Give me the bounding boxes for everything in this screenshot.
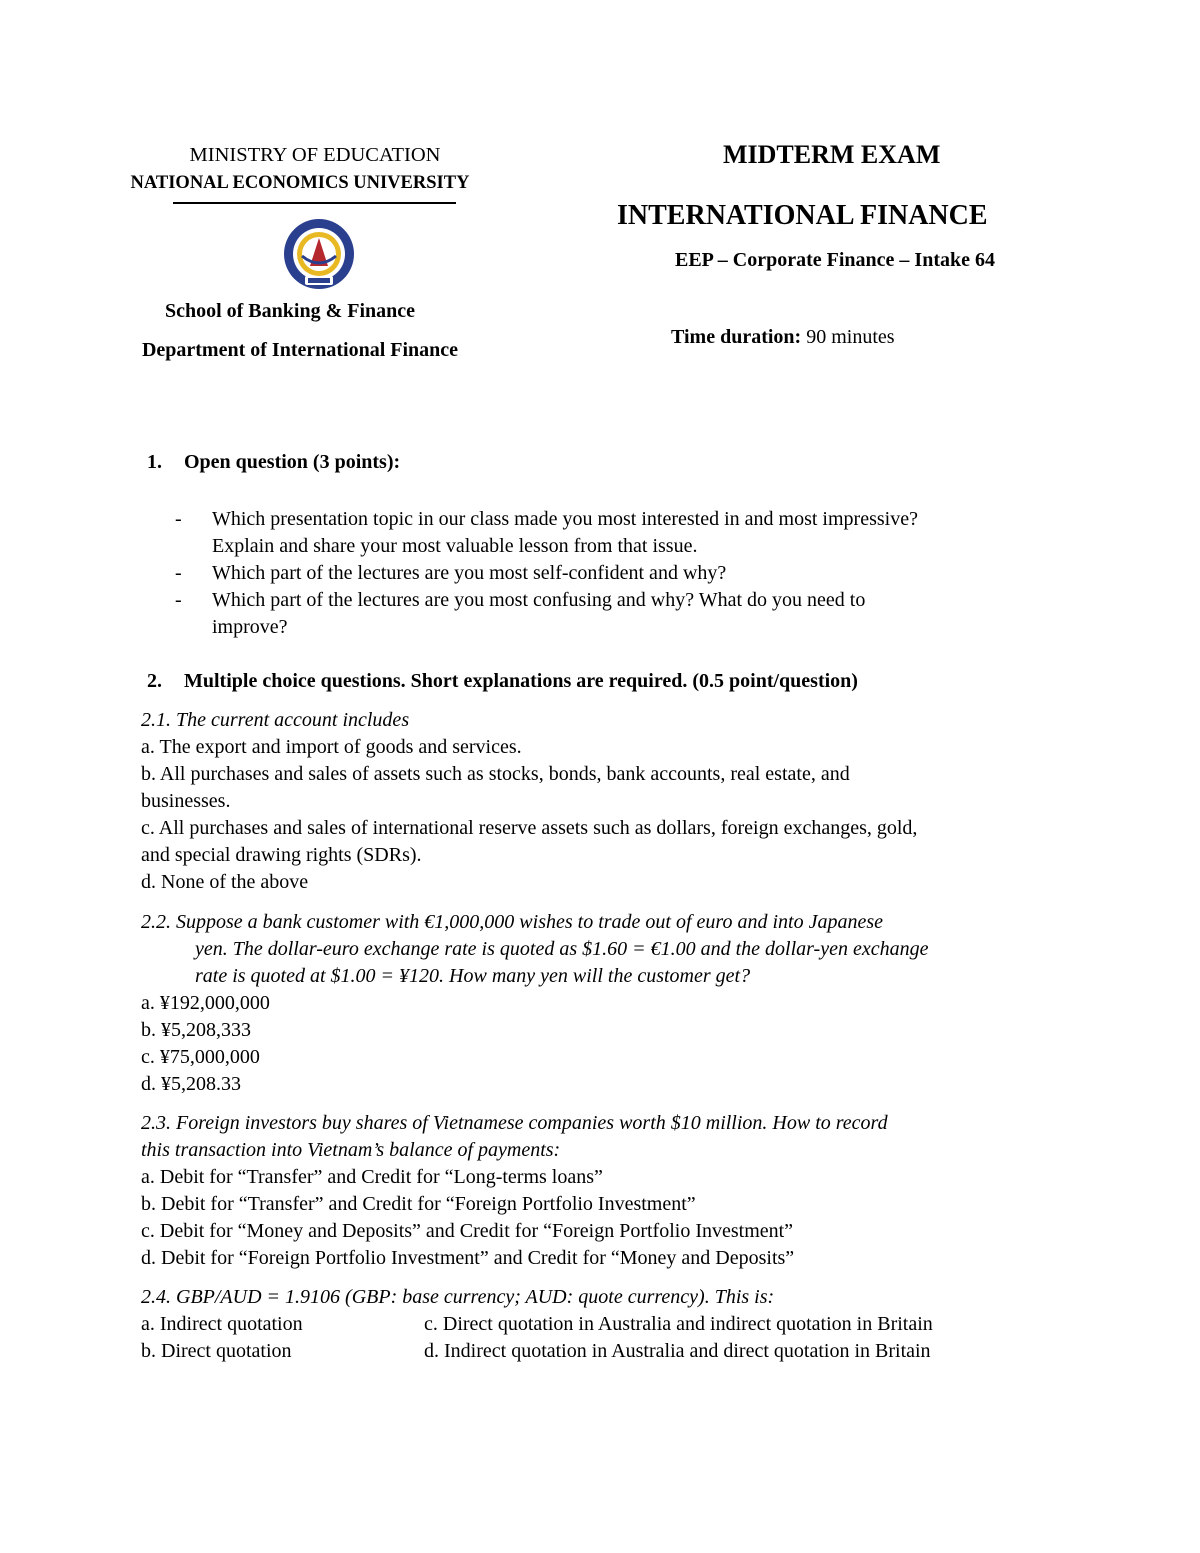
- section2-heading: [147, 670, 858, 693]
- question-stem: 2.1. The current account includes: [141, 709, 410, 731]
- answer-option: d. Debit for “Foreign Portfolio Investment” and Credit for “Money and Deposits”: [141, 1247, 795, 1269]
- answer-option-continued: businesses.: [141, 790, 231, 812]
- answer-option: a. Debit for “Transfer” and Credit for “Long-terms loans”: [141, 1166, 603, 1188]
- answer-option: b. Debit for “Transfer” and Credit for “Foreign Portfolio Investment”: [141, 1193, 696, 1215]
- university-logo: [280, 218, 358, 292]
- section2-title: Multiple choice questions. Short explanations are required. (0.5 point/question): [184, 670, 858, 692]
- section1-title: Open question (3 points):: [184, 451, 401, 473]
- answer-option: d. None of the above: [141, 871, 309, 893]
- time-duration: [671, 326, 895, 349]
- answer-option: d. Indirect quotation in Australia and direct quotation in Britain: [424, 1340, 931, 1362]
- answer-option: d. ¥5,208.33: [141, 1073, 241, 1095]
- bullet-text: Which part of the lectures are you most confusing and why? What do you need to: [212, 589, 866, 611]
- ministry-name: MINISTRY OF EDUCATION: [189, 144, 441, 166]
- header-divider: [173, 202, 456, 204]
- university-name: NATIONAL ECONOMICS UNIVERSITY: [130, 173, 470, 193]
- section1-heading: [147, 451, 400, 474]
- department-name: Department of International Finance: [141, 339, 459, 361]
- answer-option: b. All purchases and sales of assets such as stocks, bonds, bank accounts, real estate, and: [141, 763, 850, 785]
- school-name: School of Banking & Finance: [164, 300, 416, 322]
- duration-value: 90 minutes: [801, 326, 895, 348]
- section2-number: 2.: [147, 670, 162, 692]
- answer-option: c. ¥75,000,000: [141, 1046, 260, 1068]
- answer-option: a. Indirect quotation: [141, 1313, 303, 1335]
- answer-option: b. ¥5,208,333: [141, 1019, 251, 1041]
- bullet-dash: -: [175, 589, 182, 611]
- course-title: INTERNATIONAL FINANCE: [617, 200, 988, 231]
- exam-title: MIDTERM EXAM: [723, 140, 941, 169]
- answer-option: c. Debit for “Money and Deposits” and Credit for “Foreign Portfolio Investment”: [141, 1220, 794, 1242]
- answer-option: a. The export and import of goods and services.: [141, 736, 522, 758]
- program-line: EEP – Corporate Finance – Intake 64: [675, 249, 995, 271]
- question-stem-continued: this transaction into Vietnam’s balance of payments:: [141, 1139, 561, 1161]
- bullet-text: Explain and share your most valuable lesson from that issue.: [212, 535, 698, 557]
- answer-option-continued: and special drawing rights (SDRs).: [141, 844, 422, 866]
- bullet-dash: -: [175, 562, 182, 584]
- answer-option: c. All purchases and sales of international reserve assets such as dollars, foreign exchanges, gold,: [141, 817, 918, 839]
- question-stem: 2.3. Foreign investors buy shares of Vietnamese companies worth $10 million. How to record: [141, 1112, 888, 1134]
- question-stem: 2.2. Suppose a bank customer with €1,000,000 wishes to trade out of euro and into Japanese: [141, 911, 883, 933]
- question-stem-continued: yen. The dollar-euro exchange rate is quoted as $1.60 = €1.00 and the dollar-yen exchange: [195, 938, 929, 960]
- answer-option: b. Direct quotation: [141, 1340, 292, 1362]
- answer-option: a. ¥192,000,000: [141, 992, 270, 1014]
- section1-number: 1.: [147, 451, 162, 473]
- bullet-text: Which presentation topic in our class made you most interested in and most impressive?: [212, 508, 918, 530]
- question-stem-continued: rate is quoted at $1.00 = ¥120. How many yen will the customer get?: [195, 965, 751, 987]
- bullet-text: improve?: [212, 616, 288, 638]
- question-stem: 2.4. GBP/AUD = 1.9106 (GBP: base currency; AUD: quote currency). This is:: [141, 1286, 775, 1308]
- bullet-dash: -: [175, 508, 182, 530]
- bullet-text: Which part of the lectures are you most self-confident and why?: [212, 562, 727, 584]
- answer-option: c. Direct quotation in Australia and indirect quotation in Britain: [424, 1313, 933, 1335]
- duration-label: Time duration:: [671, 326, 802, 348]
